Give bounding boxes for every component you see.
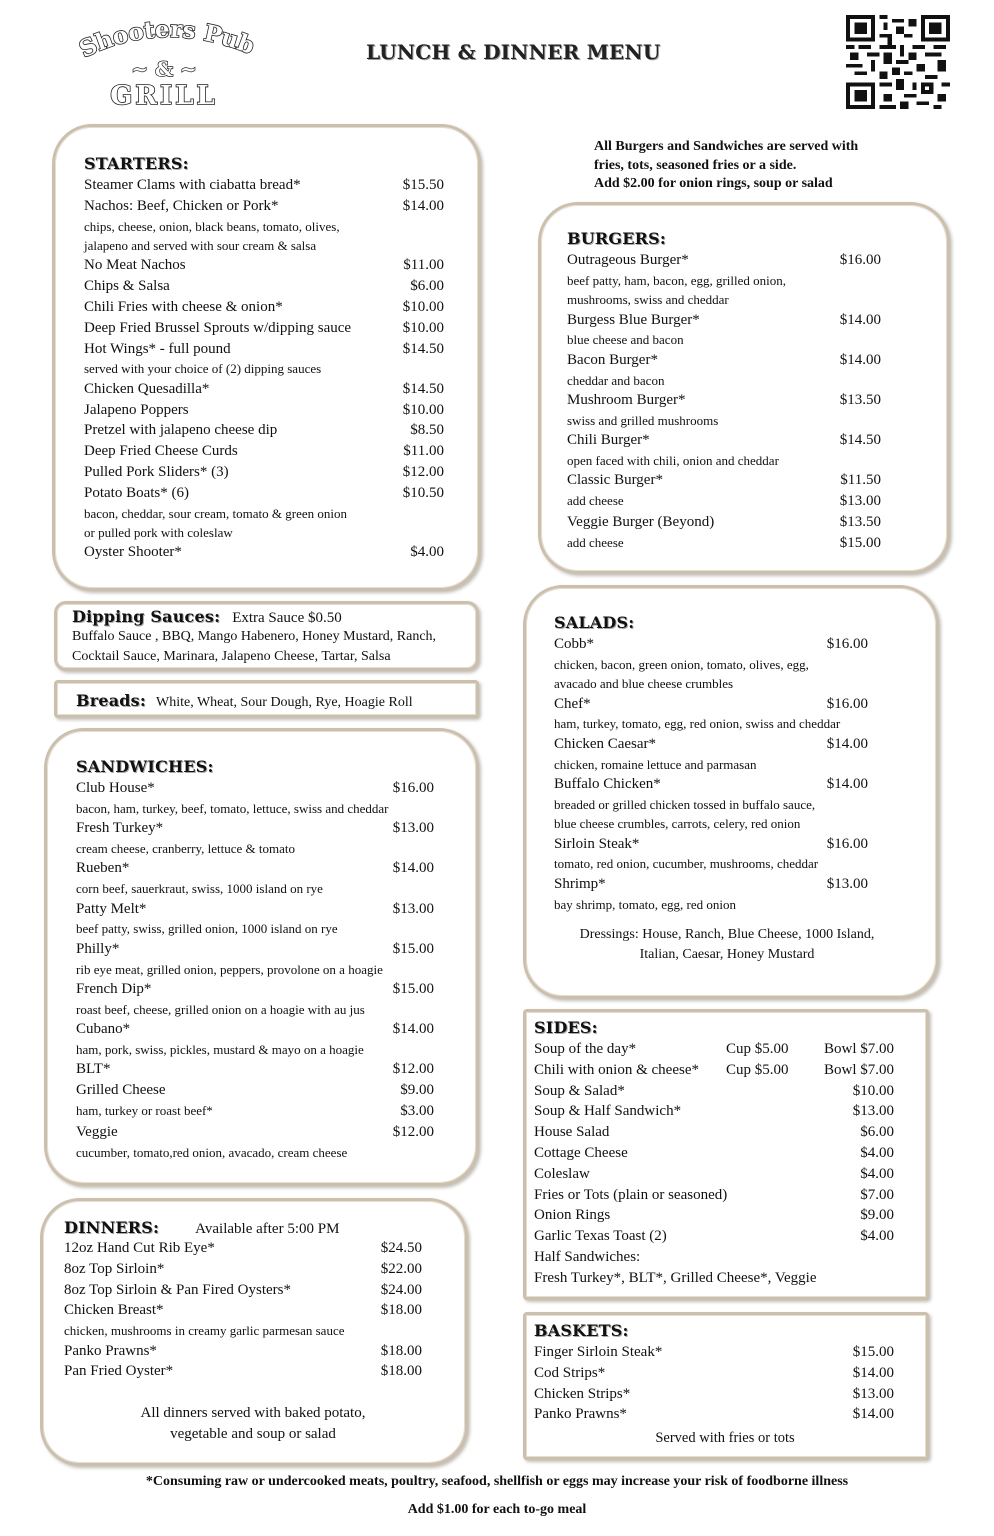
starters-heading: STARTERS:	[84, 154, 189, 173]
logo-line1: Shooters Pub	[75, 18, 259, 64]
menu-item-name: Chili with onion & cheese*	[534, 1061, 699, 1078]
menu-item-name: Potato Boats* (6)	[84, 484, 189, 501]
menu-item-name: ham, turkey or roast beef*	[76, 1103, 213, 1119]
menu-item-name: Philly*	[76, 940, 120, 957]
menu-item-name: Sirloin Steak*	[554, 835, 640, 852]
menu-item	[534, 1039, 894, 1060]
menu-item-name: Cubano*	[76, 1021, 131, 1038]
menu-item-price: $11.50	[840, 472, 881, 489]
item-description: or pulled pork with coleslaw	[84, 524, 233, 540]
menu-item-name: Garlic Texas Toast (2)	[534, 1228, 667, 1245]
logo-line3: GRILL	[110, 81, 218, 110]
menu-item	[554, 734, 868, 755]
menu-item-price: $12.00	[402, 463, 444, 480]
sandwiches-heading: SANDWICHES:	[76, 757, 214, 776]
menu-item-name: 8oz Top Sirloin*	[64, 1260, 165, 1277]
sides-list	[534, 1081, 894, 1247]
menu-item-name: Shrimp*	[554, 875, 606, 892]
sides-section	[534, 1018, 894, 1289]
menu-item-name: French Dip*	[76, 981, 152, 998]
item-description: corn beef, sauerkraut, swiss, 1000 island on rye	[76, 881, 323, 897]
menu-item-price: $15.50	[402, 177, 444, 193]
menu-item-name: Veggie	[76, 1123, 118, 1140]
qr-code-icon[interactable]	[846, 15, 950, 109]
menu-item-price: $7.00	[860, 1186, 894, 1203]
menu-item	[534, 1081, 894, 1102]
menu-item-name: Deep Fried Brussel Sprouts w/dipping sauce	[84, 319, 352, 336]
menu-item-name: Panko Prawns*	[64, 1342, 157, 1359]
item-description: cucumber, tomato,red onion, avacado, cream cheese	[76, 1144, 348, 1160]
menu-item-price: $16.00	[826, 835, 868, 852]
item-description: roast beef, cheese, grilled onion on a hoagie with au jus	[76, 1001, 365, 1017]
menu-item-price: $14.50	[839, 432, 881, 449]
menu-item	[534, 1060, 894, 1081]
menu-item-name: Jalapeno Poppers	[84, 401, 189, 418]
item-description: breaded or grilled chicken tossed in buffalo sauce,	[554, 796, 816, 812]
salads-list	[554, 634, 868, 914]
item-description: served with your choice of (2) dipping sauces	[84, 361, 322, 377]
menu-item	[76, 1101, 434, 1122]
menu-item-price: $18.00	[380, 1302, 422, 1319]
burgers-heading: BURGERS:	[567, 229, 666, 248]
menu-item	[554, 874, 868, 895]
baskets-note: Served with fries or tots	[655, 1430, 795, 1447]
menu-item-name: 12oz Hand Cut Rib Eye*	[64, 1240, 215, 1256]
item-description: mushrooms, swiss and cheddar	[567, 292, 729, 308]
menu-item-name: Fries or Tots (plain or seasoned)	[534, 1186, 728, 1203]
item-description: beef patty, ham, bacon, egg, grilled onion,	[567, 272, 787, 288]
item-description: cheddar and bacon	[567, 372, 665, 388]
menu-item-name: Veggie Burger (Beyond)	[567, 514, 715, 531]
menu-item-price: $3.00	[400, 1103, 434, 1120]
menu-item-price: $22.00	[380, 1260, 422, 1277]
menu-item-name: add cheese	[567, 534, 624, 550]
menu-item-price: $13.00	[826, 875, 868, 892]
menu-item-name: Chili Fries with cheese & onion*	[84, 299, 283, 315]
item-description: bacon, cheddar, sour cream, tomato & green onion	[84, 505, 347, 521]
dipping-sauces-line2: Cocktail Sauce, Marinara, Jalapeno Cheese, Tartar, Salsa	[72, 648, 391, 664]
page-title: LUNCH & DINNER MENU	[366, 40, 661, 64]
item-description: jalapeno and served with sour cream & salsa	[84, 238, 317, 253]
dipping-sauces-heading: Dipping Sauces:	[72, 607, 221, 626]
menu-item-price: $14.00	[402, 197, 444, 214]
bowl-price: Bowl $7.00	[823, 1061, 894, 1078]
item-description: cream cheese, cranberry, lettuce & tomato	[76, 841, 295, 856]
menu-item-price: $10.00	[402, 319, 444, 336]
menu-item-name: BLT*	[76, 1061, 111, 1078]
half-sandwiches-heading: Half Sandwiches:	[534, 1248, 641, 1265]
item-description: swiss and grilled mushrooms	[567, 412, 719, 428]
menu-item	[84, 483, 444, 504]
menu-item-price: $13.00	[852, 1385, 894, 1402]
foodborne-warning: *Consuming raw or undercooked meats, poultry, seafood, shellfish or eggs may increase your risk of foodborne illness	[145, 1474, 849, 1489]
sandwiches-list	[76, 778, 434, 1162]
menu-item	[534, 1101, 894, 1122]
menu-item	[64, 1259, 422, 1280]
to-go-note: Add $1.00 for each to-go meal	[407, 1502, 587, 1517]
dinners-list	[64, 1238, 422, 1382]
menu-item	[567, 533, 881, 554]
bowl-price: Bowl $7.00	[823, 1041, 894, 1057]
menu-item	[534, 1384, 894, 1405]
pub-logo	[72, 18, 262, 110]
menu-item	[84, 441, 444, 462]
breads-heading: Breads:	[76, 691, 147, 710]
menu-item	[534, 1164, 894, 1185]
menu-item-price: $11.00	[403, 257, 444, 274]
menu-item-name: Fresh Turkey*	[76, 820, 164, 837]
menu-item	[84, 276, 444, 297]
menu-item-price: $4.00	[860, 1228, 894, 1245]
burgers-list	[567, 250, 881, 554]
dressings-line2: Italian, Caesar, Honey Mustard	[639, 947, 815, 963]
menu-item-price: $15.00	[392, 940, 434, 957]
item-description: rib eye meat, grilled onion, peppers, provolone on a hoagie	[76, 961, 383, 977]
menu-item	[84, 196, 444, 217]
menu-item-name: Chicken Strips*	[534, 1385, 631, 1402]
menu-item-name: 8oz Top Sirloin & Pan Fired Oysters*	[64, 1281, 291, 1298]
menu-item-price: $4.00	[860, 1144, 894, 1161]
menu-item	[84, 297, 444, 318]
menu-item-name: House Salad	[534, 1124, 610, 1141]
served-with-note: All Burgers and Sandwiches are served with fries, tots, seasoned fries or a side. Add $2.00 for onion rings, soup or salad	[594, 139, 859, 191]
menu-item-name: Coleslaw	[534, 1165, 590, 1182]
dipping-sauces-section	[72, 607, 472, 666]
baskets-list	[534, 1342, 894, 1425]
menu-item-name: Panko Prawns*	[534, 1406, 627, 1423]
menu-item-price: $24.00	[380, 1281, 422, 1298]
dinners-note-line2: vegetable and soup or salad	[170, 1426, 336, 1443]
menu-item-name: Cobb*	[554, 636, 595, 652]
menu-item	[534, 1122, 894, 1143]
cup-price: Cup $5.00	[726, 1041, 789, 1057]
menu-item-price: $14.00	[852, 1406, 894, 1423]
menu-item-price: $14.50	[402, 340, 444, 357]
menu-item-name: Rueben*	[76, 860, 130, 877]
item-description: ham, turkey, tomato, egg, red onion, swiss and cheddar	[554, 716, 841, 732]
menu-item	[554, 834, 868, 855]
menu-item-price: $24.50	[380, 1240, 422, 1256]
menu-item	[567, 390, 881, 411]
item-description: chips, cheese, onion, black beans, tomato, olives,	[84, 218, 340, 234]
menu-item-price: $9.00	[860, 1207, 894, 1224]
menu-item	[76, 778, 434, 799]
menu-item-price: $15.00	[392, 981, 434, 998]
menu-item-name: Steamer Clams with ciabatta bread*	[84, 177, 301, 193]
menu-item	[64, 1341, 422, 1362]
baskets-heading: BASKETS:	[534, 1321, 629, 1340]
item-description: avacado and blue cheese crumbles	[554, 676, 734, 692]
menu-item	[567, 430, 881, 451]
dinners-note-line1: All dinners served with baked potato,	[140, 1405, 366, 1422]
menu-item-price: $18.00	[380, 1363, 422, 1380]
sides-heading: SIDES:	[534, 1018, 598, 1037]
menu-item-price: $16.00	[392, 780, 434, 796]
menu-item-name: Soup & Half Sandwich*	[534, 1103, 682, 1120]
menu-item	[84, 542, 444, 563]
menu-item-price: $14.00	[839, 351, 881, 368]
menu-item	[567, 310, 881, 331]
menu-item-price: $4.00	[860, 1165, 894, 1182]
menu-item-price: $11.00	[403, 443, 444, 460]
menu-item	[76, 939, 434, 960]
logo-line2: ~ & ~	[131, 57, 197, 81]
starters-list	[84, 175, 444, 563]
menu-item	[534, 1342, 894, 1363]
sandwiches-section	[76, 757, 434, 1162]
menu-item-price: $14.00	[826, 776, 868, 793]
menu-item-name: Patty Melt*	[76, 900, 147, 917]
menu-item-price: $15.00	[852, 1344, 894, 1360]
menu-item-name: Pulled Pork Sliders* (3)	[84, 463, 229, 480]
breads-list: White, Wheat, Sour Dough, Rye, Hoagie Roll	[156, 695, 413, 710]
menu-item-price: $14.00	[826, 735, 868, 752]
menu-item-price: $12.00	[392, 1061, 434, 1078]
menu-item-price: $6.00	[860, 1124, 894, 1141]
menu-item-name: Cod Strips*	[534, 1364, 606, 1381]
menu-item-name: Hot Wings* - full pound	[84, 340, 231, 357]
menu-item-name: Nachos: Beef, Chicken or Pork*	[84, 197, 279, 214]
menu-item	[84, 318, 444, 339]
menu-item	[84, 379, 444, 400]
menu-item-price: $13.00	[392, 900, 434, 917]
menu-item	[534, 1185, 894, 1206]
dipping-sauces-line1: Buffalo Sauce , BBQ, Mango Habenero, Honey Mustard, Ranch,	[72, 629, 437, 644]
menu-item-price: $14.50	[402, 380, 444, 397]
menu-item	[567, 470, 881, 491]
menu-item-price: $10.00	[402, 401, 444, 418]
menu-item	[567, 250, 881, 271]
menu-item-price: $14.00	[392, 1021, 434, 1038]
menu-item	[64, 1280, 422, 1301]
menu-item	[76, 818, 434, 839]
menu-item	[84, 339, 444, 360]
menu-item	[554, 634, 868, 655]
menu-item-name: Classic Burger*	[567, 472, 663, 489]
item-description: chicken, mushrooms in creamy garlic parmesan sauce	[64, 1323, 345, 1339]
menu-item-name: Soup of the day*	[534, 1041, 637, 1057]
menu-item-name: Chicken Quesadilla*	[84, 380, 210, 397]
menu-item-name: Chicken Caesar*	[554, 735, 657, 752]
menu-item-name: Pretzel with jalapeno cheese dip	[84, 422, 278, 439]
starters-section	[84, 154, 444, 563]
item-description: ham, pork, swiss, pickles, mustard & mayo on a hoagie	[76, 1042, 364, 1058]
dinners-available: Available after 5:00 PM	[195, 1221, 340, 1237]
item-description: bacon, ham, turkey, beef, tomato, lettuce, swiss and cheddar	[76, 800, 389, 816]
menu-item-name: Pan Fried Oyster*	[64, 1363, 174, 1380]
menu-item-price: $15.00	[839, 534, 881, 551]
menu-item-name: Outrageous Burger*	[567, 252, 689, 268]
dressings-line1: Dressings: House, Ranch, Blue Cheese, 1000 Island,	[579, 927, 875, 943]
menu-item-name: Deep Fried Cheese Curds	[84, 443, 238, 460]
menu-item-price: $14.00	[852, 1364, 894, 1381]
menu-item-name: Grilled Cheese	[76, 1082, 166, 1099]
menu-item	[84, 400, 444, 421]
baskets-section	[534, 1321, 894, 1451]
menu-item	[76, 1122, 434, 1143]
menu-item	[84, 255, 444, 276]
menu-item	[76, 1080, 434, 1101]
menu-item-price: $13.50	[839, 392, 881, 409]
item-description: blue cheese and bacon	[567, 332, 684, 348]
menu-item-name: Club House*	[76, 780, 155, 796]
menu-item-name: add cheese	[567, 493, 624, 509]
dinners-heading: DINNERS:	[64, 1218, 160, 1237]
sides-cup-list	[534, 1039, 894, 1081]
menu-item	[554, 774, 868, 795]
menu-item-price: $6.00	[410, 278, 444, 295]
menu-item-price: $10.50	[402, 484, 444, 501]
item-description: chicken, romaine lettuce and parmasan	[554, 756, 757, 772]
menu-item	[567, 491, 881, 512]
cup-price: Cup $5.00	[726, 1061, 789, 1078]
menu-item-price: $10.00	[402, 299, 444, 315]
half-sandwiches-list: Fresh Turkey*, BLT*, Grilled Cheese*, Veggie	[534, 1269, 817, 1286]
menu-item	[64, 1300, 422, 1321]
item-description: blue cheese crumbles, carrots, celery, red onion	[554, 816, 801, 832]
menu-item	[76, 899, 434, 920]
menu-item	[64, 1238, 422, 1259]
breads-section	[76, 691, 476, 711]
menu-item-price: $18.00	[380, 1342, 422, 1359]
menu-item	[534, 1404, 894, 1425]
dinners-section	[64, 1218, 422, 1445]
menu-item	[64, 1361, 422, 1382]
menu-item	[534, 1143, 894, 1164]
menu-item-price: $14.00	[392, 860, 434, 877]
menu-item-price: $14.00	[839, 311, 881, 328]
salads-section	[554, 613, 875, 965]
menu-item	[76, 1059, 434, 1080]
menu-item-name: Soup & Salad*	[534, 1082, 625, 1099]
menu-item-name: Mushroom Burger*	[567, 392, 686, 409]
menu-item	[534, 1205, 894, 1226]
menu-item	[76, 979, 434, 1000]
menu-item	[567, 350, 881, 371]
item-description: bay shrimp, tomato, egg, red onion	[554, 896, 736, 912]
menu-item-price: $10.00	[852, 1082, 894, 1099]
menu-item-name: Chili Burger*	[567, 432, 650, 449]
menu-item-price: $12.00	[392, 1123, 434, 1140]
menu-item	[84, 462, 444, 483]
menu-item	[76, 1019, 434, 1040]
menu-item-price: $16.00	[839, 252, 881, 268]
menu-item-price: $16.00	[826, 695, 868, 712]
menu-item-name: Burgess Blue Burger*	[567, 311, 700, 328]
item-description: beef patty, swiss, grilled onion, 1000 island on rye	[76, 921, 338, 937]
item-description: open faced with chili, onion and cheddar	[567, 453, 779, 469]
item-description: tomato, red onion, cucumber, mushrooms, cheddar	[554, 856, 819, 872]
menu-item-price: $8.50	[410, 422, 444, 439]
menu-item	[84, 420, 444, 441]
menu-item-price: $16.00	[826, 636, 868, 652]
menu-item-name: Onion Rings	[534, 1207, 611, 1224]
menu-item-name: Oyster Shooter*	[84, 544, 182, 561]
menu-item	[76, 858, 434, 879]
burgers-section	[567, 229, 881, 554]
menu-item	[567, 512, 881, 533]
menu-item-name: Chicken Breast*	[64, 1302, 164, 1319]
menu-item-name: Bacon Burger*	[567, 351, 658, 368]
menu-item-price: $13.00	[852, 1103, 894, 1120]
item-description: chicken, bacon, green onion, tomato, olives, egg,	[554, 656, 809, 672]
menu-item	[534, 1226, 894, 1247]
menu-item-name: Chips & Salsa	[84, 278, 170, 295]
menu-item-price: $13.00	[392, 820, 434, 837]
menu-item-name: Finger Sirloin Steak*	[534, 1344, 663, 1360]
menu-item-price: $9.00	[400, 1082, 434, 1099]
menu-item-price: $4.00	[410, 544, 444, 561]
menu-item-name: Cottage Cheese	[534, 1144, 628, 1161]
menu-item-name: Chef*	[554, 695, 591, 712]
menu-item	[84, 175, 444, 196]
menu-item	[534, 1363, 894, 1384]
menu-item-price: $13.50	[839, 514, 881, 531]
extra-sauce-price: Extra Sauce $0.50	[232, 610, 342, 626]
menu-item-name: No Meat Nachos	[84, 257, 186, 274]
salads-heading: SALADS:	[554, 613, 635, 632]
menu-item-name: Buffalo Chicken*	[554, 776, 661, 793]
menu-item	[554, 694, 868, 715]
menu-item-price: $13.00	[839, 493, 881, 510]
